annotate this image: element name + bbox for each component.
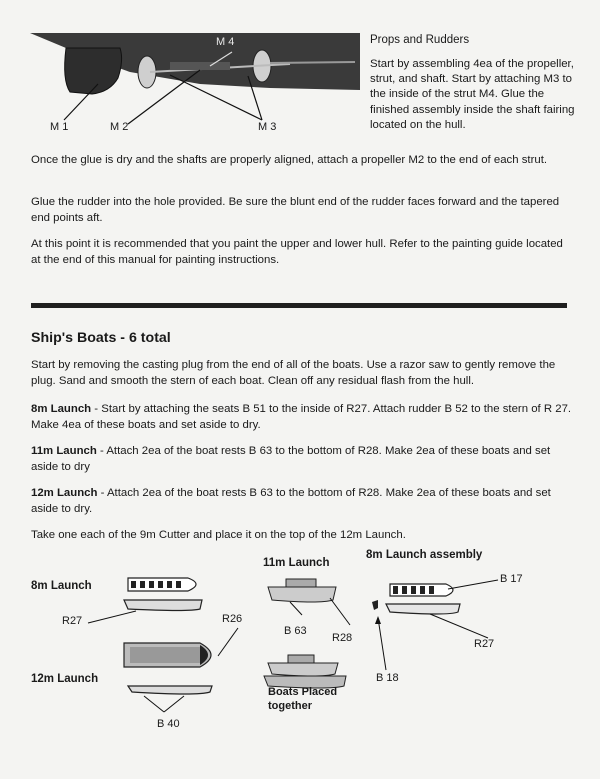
rudder-b18 [372, 600, 378, 610]
heading-11m-launch: 11m Launch [31, 445, 97, 457]
boat-8m-top-view [128, 578, 196, 591]
boat-8m-assembly-side [386, 604, 460, 614]
text-11m-launch: - Attach 2ea of the boat rests B 63 to the bottom of R28. Make 2ea of these boats and set aside to dry [31, 445, 551, 473]
paragraph-rudder: Glue the rudder into the hole provided. Be sure the blunt end of the rudder faces forward and the tapered end points aft. [31, 196, 560, 224]
label-11m-launch: 11m Launch [263, 557, 330, 569]
label-b17: B 17 [500, 573, 523, 585]
boat-12m-top-view [124, 643, 211, 667]
label-r27-assembly: R27 [474, 638, 495, 650]
label-m1: M 1 [50, 121, 69, 133]
paragraph-cutter: Take one each of the 9m Cutter and place it on the top of the 12m Launch. [31, 529, 406, 541]
boat-8m-assembly-top [390, 584, 453, 596]
text-12m-launch: - Attach 2ea of the boat rests B 63 to the bottom of R28. Make 2ea of these boats and set aside to dry. [31, 487, 551, 515]
label-boats-placed: Boats Placed [268, 686, 338, 698]
boats-intro: Start by removing the casting plug from the end of all of the boats. Use a razor saw to gently remove the plug. Sand and smooth the stern of each boat. Clean off any residual flash from the hull. [31, 359, 556, 387]
label-b63: B 63 [284, 625, 307, 637]
boat-8m-side-view [124, 600, 202, 611]
boat-11m-side-view [268, 579, 336, 602]
text-8m-launch: - Start by attaching the seats B 51 to the inside of R27. Attach rudder B 52 to the stern of R 27. Make 4ea of these boats and set aside to dry. [31, 403, 572, 431]
props-rudders-title: Props and Rudders [370, 34, 470, 46]
label-together: together [268, 700, 312, 712]
paragraph-8m-launch [31, 402, 576, 433]
label-m2: M 2 [110, 121, 129, 133]
strut-m4 [170, 62, 230, 70]
paragraph-paint: At this point it is recommended that you paint the upper and lower hull. Refer to the painting guide located at the end of this manual for painting instructions. [31, 238, 563, 266]
boats-placed-together [264, 655, 346, 688]
paragraph-12m-launch [31, 486, 576, 517]
section-divider [31, 303, 567, 308]
label-8m-launch: 8m Launch [31, 580, 92, 592]
label-r28: R28 [332, 632, 353, 644]
boat-12m-side-view [128, 686, 212, 694]
props-rudders-text: Start by assembling 4ea of the propeller, strut, and shaft. Start by attaching M3 to the inside of the strut M4. Glue the finished assembly inside the shaft fairing located on the hull. [370, 58, 575, 131]
heading-12m-launch: 12m Launch [31, 487, 98, 499]
label-b40: B 40 [157, 718, 180, 730]
section-title: Ship's Boats - 6 total [31, 330, 171, 346]
paragraph-11m-launch [31, 444, 576, 475]
label-m4: M 4 [216, 36, 235, 48]
label-r26: R26 [222, 613, 243, 625]
heading-8m-launch: 8m Launch [31, 403, 92, 415]
rudder-m1 [65, 48, 122, 94]
label-b18: B 18 [376, 672, 399, 684]
label-r27: R27 [62, 615, 83, 627]
label-12m-launch: 12m Launch [31, 673, 99, 685]
label-m3: M 3 [258, 121, 277, 133]
paragraph-propellers: Once the glue is dry and the shafts are properly aligned, attach a propeller M2 to the end of each strut. [31, 154, 548, 166]
label-8m-assembly: 8m Launch assembly [366, 549, 483, 561]
